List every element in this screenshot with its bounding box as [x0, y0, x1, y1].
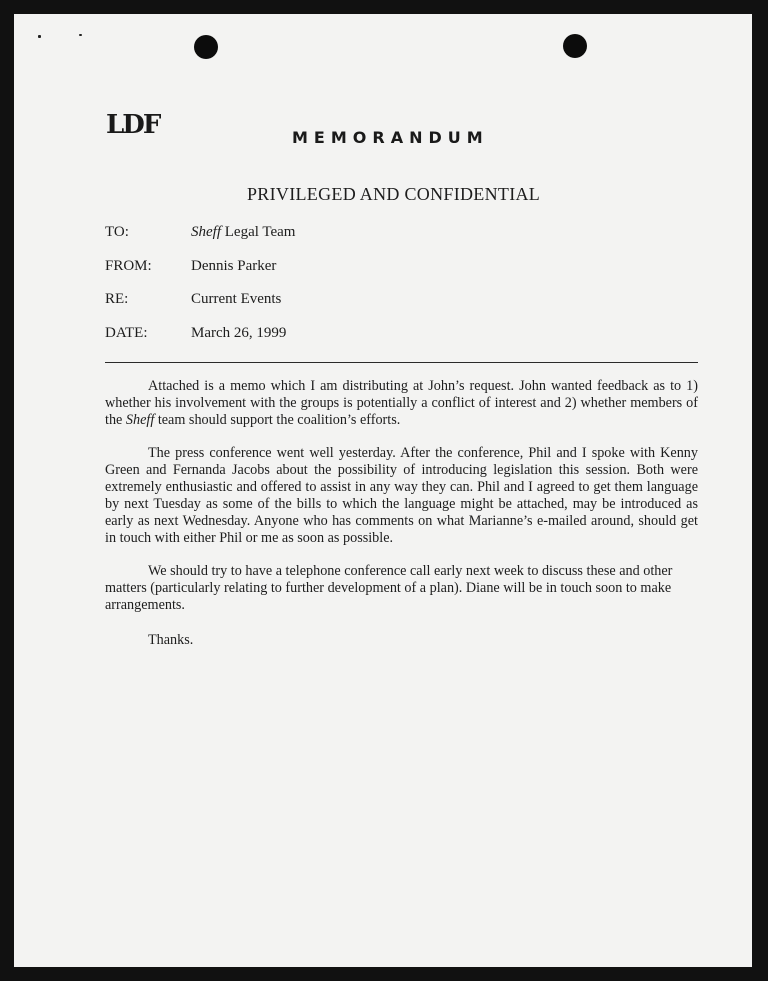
- paragraph-2: The press conference went well yesterday. After the conference, Phil and I spoke with Kenny Green and Fernanda Jacobs about the possibility of introducing legislation this session. Both were extremely enthusiastic and offered to assist in any way they can. Phil and I agreed to get them language by next Tuesday as some of the bills to which the language might be attached, may be introduced as early as next Wednesday. Anyone who has comments on what Marianne’s e-mailed around, should get in touch with either Phil or me as soon as possible.: [105, 445, 698, 546]
- paragraph-1-text-b: team should support the coalition’s efforts.: [154, 412, 401, 428]
- scan-speck: [79, 34, 82, 36]
- re-value: Current Events: [191, 291, 282, 307]
- confidential-subtitle: PRIVILEGED AND CONFIDENTIAL: [247, 184, 541, 204]
- from-value: Dennis Parker: [191, 258, 277, 274]
- to-value-rest: Legal Team: [221, 224, 296, 240]
- date-label: DATE:: [105, 325, 148, 341]
- date-value: March 26, 1999: [191, 325, 287, 341]
- to-value: [191, 224, 295, 241]
- memo-page: [14, 14, 752, 967]
- header-divider: [105, 362, 698, 363]
- memorandum-title: MEMORANDUM: [292, 128, 489, 147]
- ldf-logo: LDF: [106, 110, 160, 140]
- re-label: RE:: [105, 291, 129, 307]
- memo-body: [105, 378, 698, 630]
- paragraph-3: We should try to have a telephone conference call early next week to discuss these and other matters (particularly relating to further development of a plan). Diane will be in touch soon to make arrangements.: [105, 563, 673, 613]
- paragraph-1: [105, 378, 698, 429]
- paragraph-1-text-a: Attached is a memo which I am distributing at John’s request. John wanted feedback as to 1) whether his involvement with the groups is potentially a conflict of interest and 2) whether members of the: [105, 378, 698, 428]
- to-value-italic: Sheff: [191, 224, 221, 240]
- closing-thanks: Thanks.: [148, 632, 194, 648]
- scan-speck: [38, 35, 41, 38]
- paragraph-1-italic: Sheff: [125, 412, 155, 428]
- punch-hole-right: [563, 34, 587, 58]
- to-label: TO:: [105, 224, 129, 240]
- from-label: FROM:: [105, 258, 152, 274]
- punch-hole-left: [194, 35, 218, 59]
